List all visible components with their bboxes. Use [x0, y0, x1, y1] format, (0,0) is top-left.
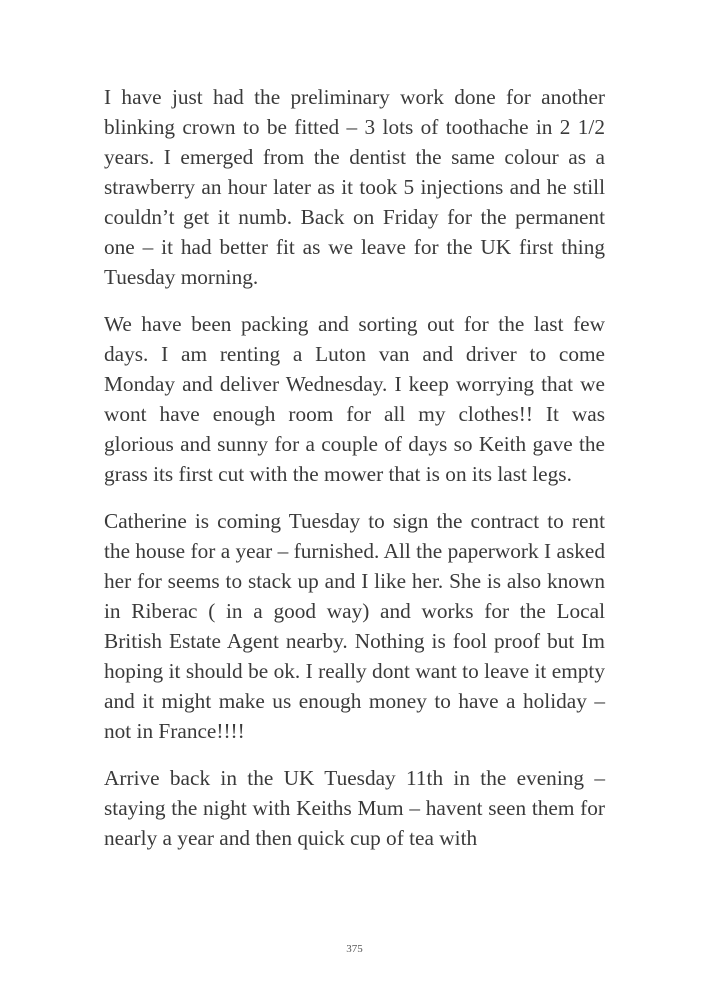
paragraph-2: We have been packing and sorting out for the last few days. I am renting a Luton van and driver to come Monday and deliver Wednesday. I keep worrying that we wont have enough room for all my clothes!! It was glorious and sunny for a couple of days so Keith gave the grass its first cut with the mower that is on its last legs.	[104, 312, 605, 486]
paragraph-3: Catherine is coming Tuesday to sign the contract to rent the house for a year – furnished. All the paperwork I asked her for seems to stack up and I like her. She is also known in Riberac ( in a good way) and works for the Local British Estate Agent nearby. Nothing is fool proof but Im hoping it should be ok. I really dont want to leave it empty and it might make us enough money to have a holiday – not in France!!!!	[104, 509, 605, 743]
page-number: 375	[346, 943, 363, 955]
body-text	[104, 82, 605, 870]
paragraph-4: Arrive back in the UK Tuesday 11th in the evening – staying the night with Keiths Mum – havent seen them for nearly a year and then quick cup of tea with	[104, 766, 605, 850]
paragraph-1: I have just had the preliminary work done for another blinking crown to be fitted – 3 lots of toothache in 2 1/2 years. I emerged from the dentist the same colour as a strawberry an hour later as it took 5 injections and he still couldn’t get it numb. Back on Friday for the permanent one – it had better fit as we leave for the UK first thing Tuesday morning.	[104, 85, 605, 289]
